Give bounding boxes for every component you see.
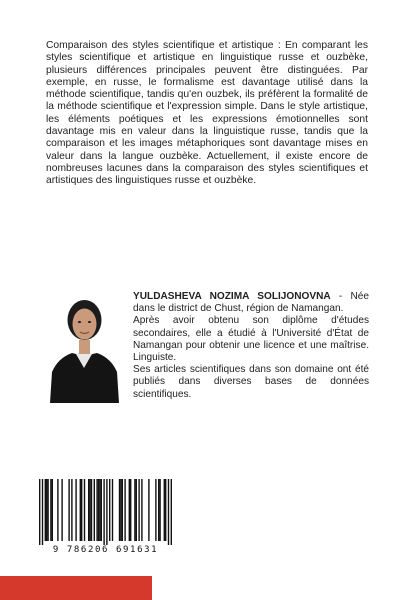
author-bio: [133, 291, 369, 401]
barcode-bar: [42, 479, 43, 545]
barcode-bar: [52, 479, 53, 541]
barcode-bar: [171, 479, 172, 545]
barcode-bar: [103, 479, 104, 545]
barcode-bar: [159, 479, 160, 541]
barcode-bar: [130, 479, 131, 541]
barcode-bar: [45, 479, 46, 541]
author-photo: [48, 290, 121, 403]
barcode-bar: [141, 479, 142, 541]
barcode-bars: [29, 475, 182, 545]
author-intro: [133, 291, 369, 315]
barcode-bar: [47, 479, 48, 541]
barcode-bar: [89, 479, 90, 541]
isbn-barcode: [29, 475, 182, 560]
barcode-bar: [119, 479, 120, 541]
barcode-bar: [165, 479, 166, 541]
barcode-bar: [106, 479, 107, 545]
barcode-bar: [94, 479, 95, 541]
author-education: Après avoir obtenu son diplôme d'études secondaires, elle a étudié à l'Université d'État de Namangan pour obtenir une licence et une maîtrise. Linguiste.: [133, 315, 369, 364]
author-name: YULDASHEVA NOZIMA SOLIJONOVNA: [133, 291, 331, 302]
barcode-bar: [120, 479, 121, 541]
barcode-bar: [129, 479, 130, 541]
barcode-bar: [158, 479, 159, 541]
barcode-bar: [68, 479, 69, 541]
barcode-bar: [136, 479, 137, 541]
barcode-bar: [88, 479, 89, 541]
author-birthplace: - Née dans le district de Chust, région de Namangan.: [133, 291, 369, 315]
barcode-bar: [71, 479, 72, 541]
back-cover-summary: Comparaison des styles scientifique et artistique : En comparant les styles scientifique et artistique en linguistique russe et ouzbèke, plusieurs différences principales peuvent être distinguées. Par exemple, en russe, le formalisme est davantage utilisé dans la méthode scientifique, tandis qu'en ouzbek, ils préfèrent la formalité de la méthode scientifique et l'expression simple. Dans le style artistique, les éléments poétiques et les expressions émotionnelles sont davantage mis en valeur dans la linguistique russe, tandis que la comparaison et les images métaphoriques sont davantage mises en valeur dans la langue ouzbèke. Actuellement, il existe encore de nombreuses lacunes dans la comparaison des styles scientifiques et artistiques des linguistiques russe et ouzbèke.: [46, 40, 368, 187]
footer-color-band: [0, 576, 152, 600]
barcode-bar: [75, 479, 76, 541]
barcode-bar: [148, 479, 149, 541]
barcode-bar: [124, 479, 125, 541]
barcode-bar: [101, 479, 102, 541]
barcode-bar: [80, 479, 81, 541]
barcode-bar: [164, 479, 165, 541]
author-portrait: [48, 290, 121, 403]
barcode-bar: [168, 479, 169, 545]
barcode-bar: [99, 479, 100, 541]
barcode-bar: [50, 479, 51, 541]
barcode-bar: [122, 479, 123, 541]
barcode-bar: [91, 479, 92, 541]
barcode-bar: [134, 479, 135, 541]
barcode-bar: [84, 479, 85, 541]
barcode-bar: [138, 479, 139, 541]
barcode-bar: [98, 479, 99, 541]
barcode-bar: [61, 479, 62, 541]
barcode-bar: [46, 479, 47, 541]
barcode-digits: 9 786206 691631: [52, 545, 159, 555]
barcode-bar: [155, 479, 156, 541]
barcode-bar: [57, 479, 58, 541]
barcode-bar: [96, 479, 97, 541]
barcode-bar: [112, 479, 113, 541]
barcode-bar: [39, 479, 40, 545]
barcode-bar: [109, 479, 110, 541]
barcode-bar: [81, 479, 82, 541]
author-publications: Ses articles scientifiques dans son domaine ont été publiés dans diverses bases de données scientifiques.: [133, 364, 369, 400]
